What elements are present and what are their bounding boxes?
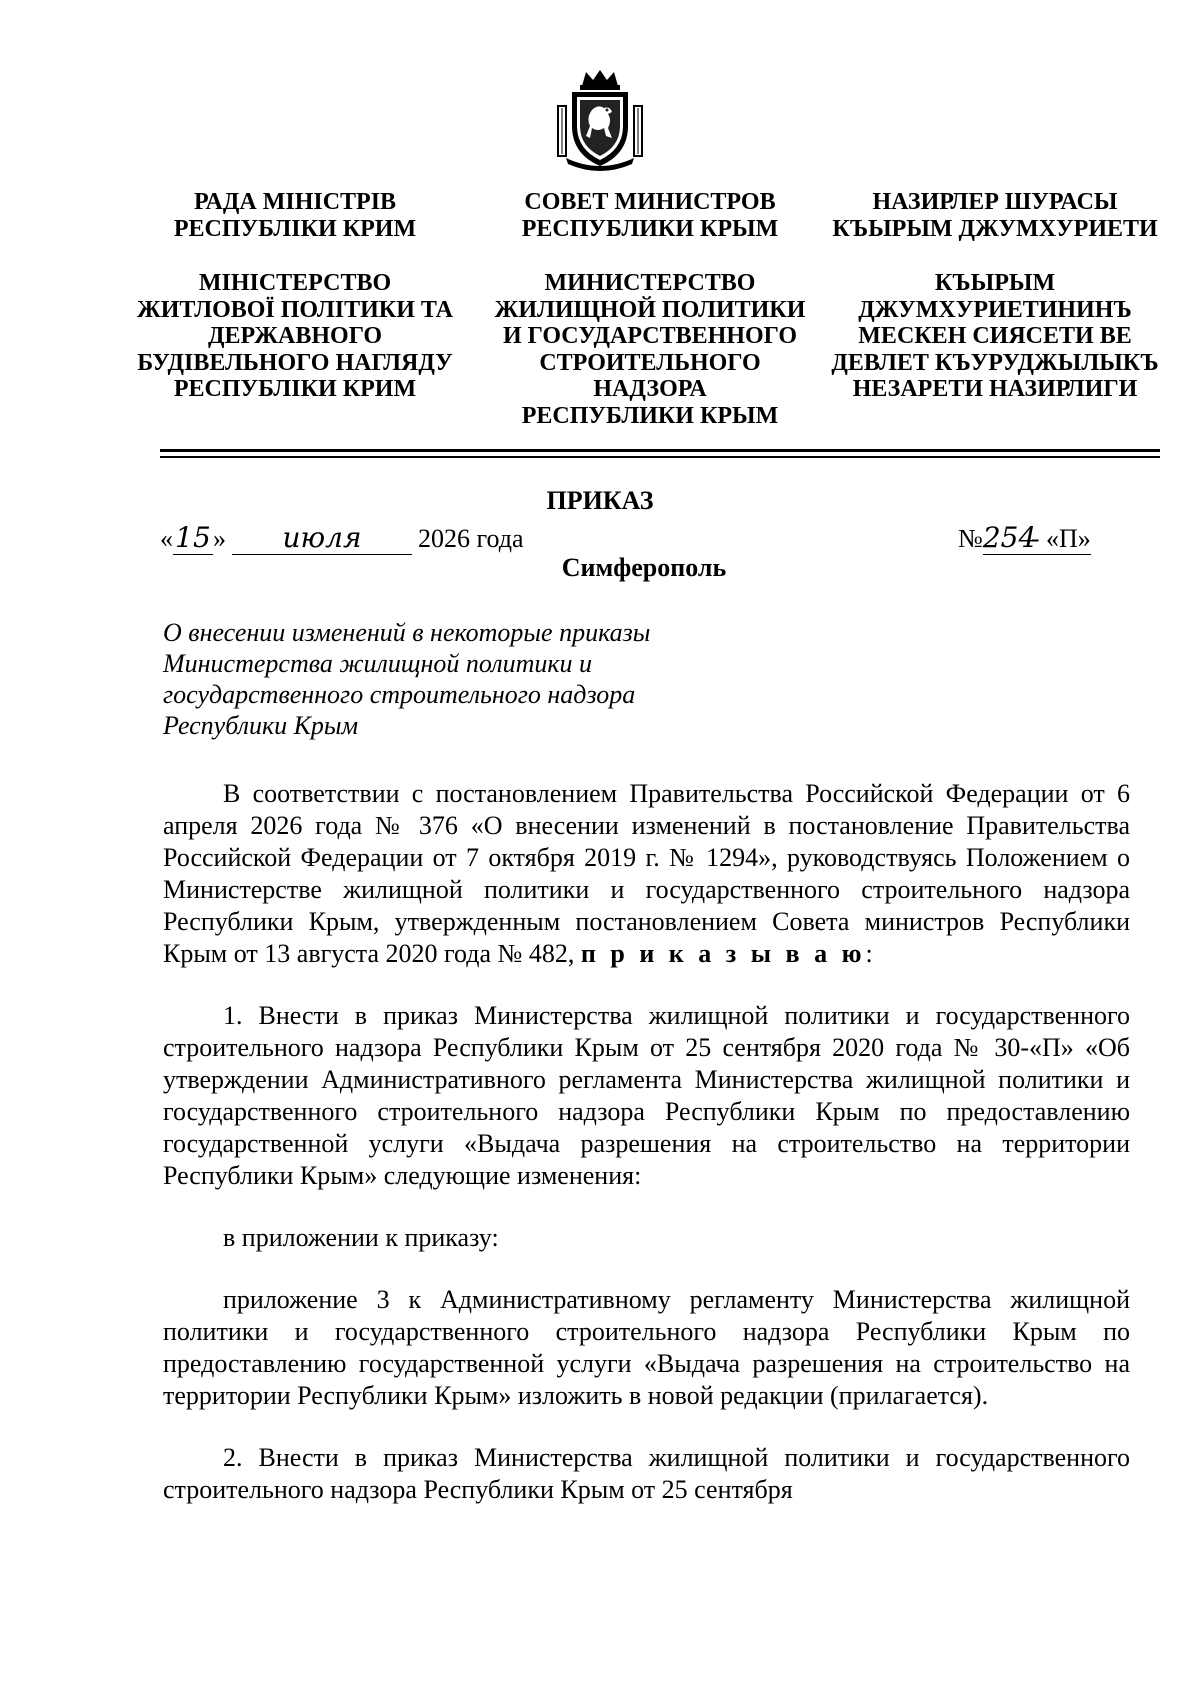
- item-2-paragraph: 2. Внести в приказ Министерства жилищной политики и государственного строительного надзора Республики Крым от 25 сентября: [163, 1443, 1130, 1504]
- preamble-paragraph: В соответствии с постановлением Правительства Российской Федерации от 6 апреля 2026 года № 376 «О внесении изменений в постановление Правительства Российской Федерации от 7 октября 2019 г. № 1294», руководствуясь Положением о Министерстве жилищной политики и государственного строительного надзора Республики Крым, утвержденным постановлением Совета министров Республики Крым от 13 августа 2020 года № 482, п р и к а з ы в а ю:: [163, 779, 1130, 968]
- ministry-name-ukrainian: МІНІСТЕРСТВО ЖИТЛОВОЇ ПОЛІТИКИ ТА ДЕРЖАВНОГО БУДІВЕЛЬНОГО НАГЛЯДУ РЕСПУБЛІКИ КРИМ: [136, 270, 454, 402]
- council-name-crimean-tatar: НАЗИРЛЕР ШУРАСЫ КЪЫРЫМ ДЖУМХУРИЕТИ: [832, 189, 1158, 242]
- ministry-header: [136, 189, 1160, 429]
- date-day-handwritten: 15: [173, 521, 213, 555]
- council-name-russian: СОВЕТ МИНИСТРОВ РЕСПУБЛИКИ КРЫМ: [521, 189, 779, 242]
- item-1-annex-paragraph: приложение 3 к Административному регламенту Министерства жилищной политики и государственного строительного надзора Республики Крым по предоставлению государственной услуги «Выдача разрешения на строительство на территории Республики Крым» изложить в новой редакции (прилагается).: [163, 1285, 1130, 1410]
- date-open-quote: «: [160, 524, 173, 553]
- order-subject: О внесении изменений в некоторые приказы Министерства жилищной политики и государственного строительного надзора Республики Крым: [163, 618, 651, 740]
- header-crimean-tatar: [830, 189, 1160, 429]
- ministry-name-russian: МИНИСТЕРСТВО ЖИЛИЩНОЙ ПОЛИТИКИ И ГОСУДАРСТВЕННОГО СТРОИТЕЛЬНОГО НАДЗОРА РЕСПУБЛИКИ КРЫМ: [494, 270, 806, 429]
- document-title: ПРИКАЗ: [546, 486, 654, 515]
- issue-city: Симферополь: [561, 553, 727, 582]
- council-name-ukrainian: РАДА МІНІСТРІВ РЕСПУБЛІКИ КРИМ: [173, 189, 417, 242]
- number-suffix: - «П»: [1030, 524, 1091, 553]
- order-date: [160, 521, 524, 555]
- order-verb: п р и к а з ы в а ю: [580, 939, 866, 968]
- date-close-quote: »: [213, 524, 226, 553]
- header-divider-thick: [160, 449, 1160, 452]
- item-1-paragraph: 1. Внести в приказ Министерства жилищной политики и государственного строительного надзора Республики Крым от 25 сентября 2020 года № 30-«П» «Об утверждении Административного регламента Министерства жилищной политики и государственного строительного надзора Республики Крым по предоставлению государственной услуги «Выдача разрешения на строительство на территории Республики Крым» следующие изменения:: [163, 1001, 1130, 1190]
- date-month-handwritten: июля: [232, 521, 412, 555]
- date-year: 2026 года: [418, 524, 524, 553]
- header-russian: [485, 189, 815, 429]
- number-handwritten: 254: [982, 521, 1037, 554]
- ministry-name-crimean-tatar: КЪЫРЫМ ДЖУМХУРИЕТИНИНЪ МЕСКЕН СИЯСЕТИ ВЕ ДЕВЛЕТ КЪУРУДЖЫЛЫКЪ НЕЗАРЕТИ НАЗИРЛИГИ: [831, 270, 1159, 402]
- order-body: [163, 778, 1130, 1536]
- item-1-annex-line: в приложении к приказу:: [223, 1223, 499, 1252]
- coat-of-arms-emblem: [552, 66, 648, 172]
- order-number: [958, 521, 1108, 555]
- header-ukrainian: [120, 189, 470, 429]
- number-prefix: №: [958, 524, 983, 553]
- header-divider-thin: [160, 456, 1160, 458]
